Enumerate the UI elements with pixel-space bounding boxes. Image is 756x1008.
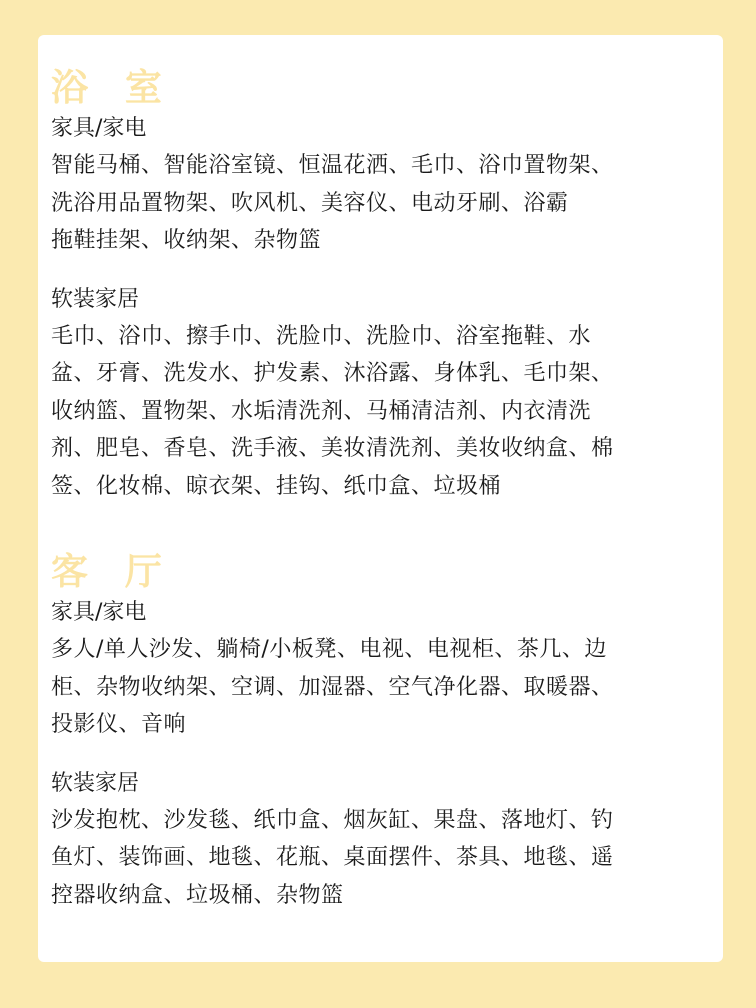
text-line: 收纳篮、置物架、水垢清洗剂、马桶清洁剂、内衣清洗	[51, 398, 592, 424]
section-bathroom	[51, 65, 710, 505]
spacer	[51, 260, 710, 282]
text-line: 智能马桶、智能浴室镜、恒温花洒、毛巾、浴巾置物架、	[51, 153, 614, 178]
text-line: 投影仪、音响	[51, 712, 187, 737]
group-furniture-appliances	[51, 111, 710, 260]
text-line: 控器收纳盒、垃圾桶、杂物篮	[51, 882, 344, 908]
text-line: 柜、杂物收纳架、空调、加湿器、空气净化器、取暖器、	[51, 674, 614, 700]
group-heading: 家具/家电	[51, 116, 147, 141]
text-line: 洗浴用品置物架、吹风机、美容仪、电动牙刷、浴霸	[51, 190, 569, 216]
text-line: 签、化妆棉、晾衣架、挂钩、纸巾盒、垃圾桶	[51, 473, 502, 499]
text-line: 鱼灯、装饰画、地毯、花瓶、桌面摆件、茶具、地毯、遥	[51, 845, 614, 870]
text-line: 拖鞋挂架、收纳架、杂物篮	[51, 228, 322, 253]
text-line: 沙发抱枕、沙发毯、纸巾盒、烟灰缸、果盘、落地灯、钓	[51, 807, 614, 833]
text-line: 多人/单人沙发、躺椅/小板凳、电视、电视柜、茶几、边	[51, 637, 607, 662]
section-title: 浴 室	[51, 66, 174, 109]
text-line: 盆、牙膏、洗发水、护发素、沐浴露、身体乳、毛巾架、	[51, 361, 614, 386]
section-title: 客 厅	[51, 550, 174, 593]
content-card	[38, 35, 723, 962]
text-line: 剂、肥皂、香皂、洗手液、美妆清洗剂、美妆收纳盒、棉	[51, 436, 614, 461]
group-soft-furnishings	[51, 282, 710, 506]
spacer	[51, 505, 710, 549]
group-heading: 家具/家电	[51, 600, 147, 625]
group-heading: 软装家居	[51, 770, 140, 796]
group-furniture-appliances	[51, 595, 710, 744]
spacer	[51, 744, 710, 766]
group-soft-furnishings	[51, 766, 710, 915]
text-line: 毛巾、浴巾、擦手巾、洗脸巾、洗脸巾、浴室拖鞋、水	[51, 323, 592, 349]
group-heading: 软装家居	[51, 286, 140, 312]
section-living-room	[51, 549, 710, 914]
